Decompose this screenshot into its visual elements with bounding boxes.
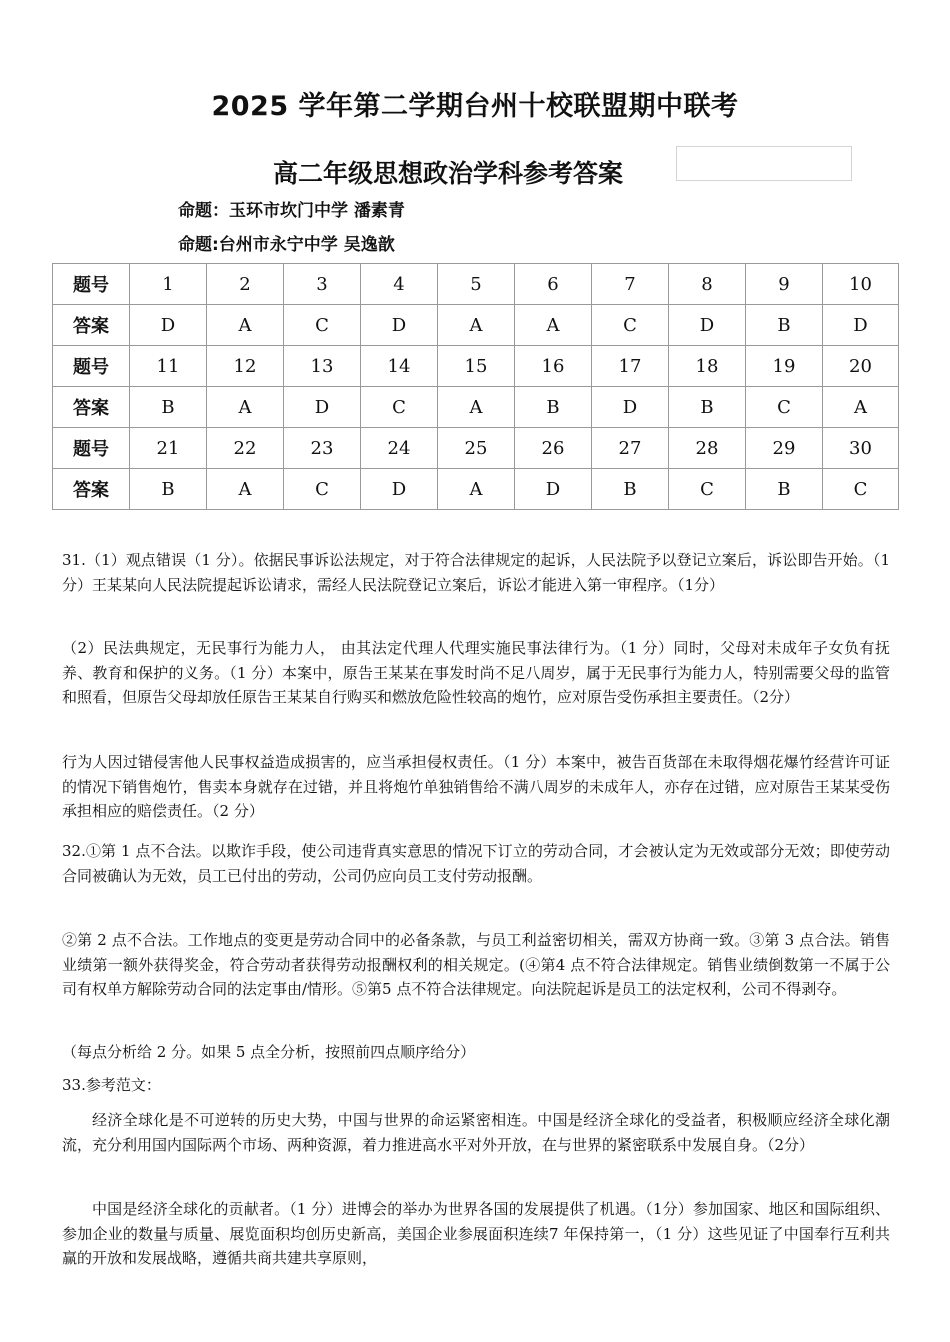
table-cell: 6 bbox=[515, 264, 592, 305]
table-cell: D bbox=[592, 387, 669, 428]
table-cell: D bbox=[361, 469, 438, 510]
table-cell: A bbox=[438, 305, 515, 346]
table-cell: A bbox=[207, 469, 284, 510]
table-cell: 14 bbox=[361, 346, 438, 387]
blank-box bbox=[676, 146, 852, 181]
table-cell: C bbox=[823, 469, 899, 510]
q32-part2: ②第 2 点不合法。工作地点的变更是劳动合同中的必备条款，与员工利益密切相关，需双方协商一致。③第 3 点合法。销售业绩第一额外获得奖金，符合劳动者获得劳动报酬权利的相关规定。(④第4 点不符合法律规定。销售业绩倒数第一不属于公司有权单方解除劳动合同的法定事由/情形。⑤第5 点不符合法律规定。向法院起诉是员工的法定权利，公司不得剥夺。 bbox=[62, 931, 890, 998]
table-cell: B bbox=[746, 305, 823, 346]
table-cell: C bbox=[361, 387, 438, 428]
table-cell: D bbox=[130, 305, 207, 346]
page-title: 2025 学年第二学期台州十校联盟期中联考 bbox=[211, 91, 739, 122]
answer-table bbox=[52, 263, 899, 510]
q31-part2: （2）民法典规定，无民事行为能力人， 由其法定代理人代理实施民事法律行为。（1 分）同时，父母对未成年子女负有抚养、教育和保护的义务。（1 分）本案中，原告王某某在事发时尚不足八周岁，属于无民事行为能力人，特别需要父母的监管和照看，但原告父母却放任原告王某某自行购买和燃放危险性较高的炮竹，应对原告受伤承担主要责任。（2分） bbox=[62, 639, 890, 706]
author-line-2: 命题:台州市永宁中学 吴逸歆 bbox=[178, 235, 395, 255]
table-row bbox=[53, 428, 899, 469]
table-cell: C bbox=[669, 469, 746, 510]
table-cell: 17 bbox=[592, 346, 669, 387]
table-cell: 16 bbox=[515, 346, 592, 387]
table-row bbox=[53, 305, 899, 346]
table-cell: B bbox=[130, 387, 207, 428]
table-cell: A bbox=[207, 305, 284, 346]
table-cell: 4 bbox=[361, 264, 438, 305]
table-cell: 26 bbox=[515, 428, 592, 469]
table-cell: 27 bbox=[592, 428, 669, 469]
row-label: 答案 bbox=[53, 305, 130, 346]
row-label: 题号 bbox=[53, 264, 130, 305]
row-label: 答案 bbox=[53, 469, 130, 510]
q33-paragraph1: 经济全球化是不可逆转的历史大势，中国与世界的命运紧密相连。中国是经济全球化的受益者，积极顺应经济全球化潮流，充分利用国内国际两个市场、两种资源，着力推进高水平对外开放，在与世界的紧密联系中发展自身。（2分） bbox=[62, 1111, 890, 1154]
table-cell: D bbox=[669, 305, 746, 346]
author-line-1: 命题：玉环市坎门中学 潘素青 bbox=[178, 201, 405, 221]
table-cell: D bbox=[361, 305, 438, 346]
table-cell: 10 bbox=[823, 264, 899, 305]
row-label: 题号 bbox=[53, 428, 130, 469]
table-cell: 21 bbox=[130, 428, 207, 469]
table-cell: 28 bbox=[669, 428, 746, 469]
table-row bbox=[53, 469, 899, 510]
table-cell: B bbox=[669, 387, 746, 428]
table-cell: 25 bbox=[438, 428, 515, 469]
table-cell: B bbox=[746, 469, 823, 510]
q32-note: （每点分析给 2 分。如果 5 点全分析，按照前四点顺序给分） bbox=[62, 1043, 476, 1061]
table-cell: C bbox=[746, 387, 823, 428]
row-label: 题号 bbox=[53, 346, 130, 387]
table-row bbox=[53, 346, 899, 387]
table-cell: 30 bbox=[823, 428, 899, 469]
q33-label: 33.参考范文： bbox=[62, 1076, 161, 1094]
table-cell: D bbox=[515, 469, 592, 510]
table-cell: 15 bbox=[438, 346, 515, 387]
table-cell: 18 bbox=[669, 346, 746, 387]
table-row bbox=[53, 264, 899, 305]
table-cell: C bbox=[592, 305, 669, 346]
table-cell: 1 bbox=[130, 264, 207, 305]
table-cell: B bbox=[592, 469, 669, 510]
table-cell: 29 bbox=[746, 428, 823, 469]
table-cell: 12 bbox=[207, 346, 284, 387]
table-cell: 20 bbox=[823, 346, 899, 387]
table-cell: 9 bbox=[746, 264, 823, 305]
table-cell: B bbox=[130, 469, 207, 510]
table-cell: 19 bbox=[746, 346, 823, 387]
table-cell: D bbox=[823, 305, 899, 346]
row-label: 答案 bbox=[53, 387, 130, 428]
table-cell: 22 bbox=[207, 428, 284, 469]
table-cell: 11 bbox=[130, 346, 207, 387]
table-cell: 23 bbox=[284, 428, 361, 469]
table-cell: A bbox=[438, 387, 515, 428]
table-cell: 8 bbox=[669, 264, 746, 305]
q33-paragraph2: 中国是经济全球化的贡献者。（1 分）进博会的举办为世界各国的发展提供了机遇。（1分）参加国家、地区和国际组织、参加企业的数量与质量、展览面积均创历史新高，美国企业参展面积连续7 年保持第一，（1 分）这些见证了中国奉行互利共赢的开放和发展战略，遵循共商共建共享原则， bbox=[62, 1200, 890, 1267]
table-cell: B bbox=[515, 387, 592, 428]
table-cell: D bbox=[284, 387, 361, 428]
table-cell: 13 bbox=[284, 346, 361, 387]
q31-part3: 行为人因过错侵害他人民事权益造成损害的，应当承担侵权责任。（1 分）本案中，被告百货部在未取得烟花爆竹经营许可证的情况下销售炮竹，售卖本身就存在过错，并且将炮竹单独销售给不满八周岁的未成年人，亦存在过错，应对原告王某某受伤承担相应的赔偿责任。（2 分） bbox=[62, 753, 890, 820]
table-cell: A bbox=[823, 387, 899, 428]
table-cell: 3 bbox=[284, 264, 361, 305]
page-subtitle: 高二年级思想政治学科参考答案 bbox=[273, 159, 624, 188]
table-row bbox=[53, 387, 899, 428]
table-cell: 5 bbox=[438, 264, 515, 305]
q32-part1: 32.①第 1 点不合法。以欺诈手段，使公司违背真实意思的情况下订立的劳动合同，才会被认定为无效或部分无效；即使劳动合同被确认为无效，员工已付出的劳动，公司仍应向员工支付劳动报酬。 bbox=[62, 842, 890, 885]
table-cell: A bbox=[207, 387, 284, 428]
table-cell: C bbox=[284, 305, 361, 346]
q31-part1: 31.（1）观点错误（1 分）。依据民事诉讼法规定，对于符合法律规定的起诉，人民法院予以登记立案后，诉讼即告开始。（1 分）王某某向人民法院提起诉讼请求，需经人民法院登记立案后，诉讼才能进入第一审程序。（1分） bbox=[62, 551, 890, 594]
table-cell: A bbox=[515, 305, 592, 346]
table-cell: C bbox=[284, 469, 361, 510]
table-cell: 7 bbox=[592, 264, 669, 305]
table-cell: 24 bbox=[361, 428, 438, 469]
table-cell: A bbox=[438, 469, 515, 510]
table-cell: 2 bbox=[207, 264, 284, 305]
